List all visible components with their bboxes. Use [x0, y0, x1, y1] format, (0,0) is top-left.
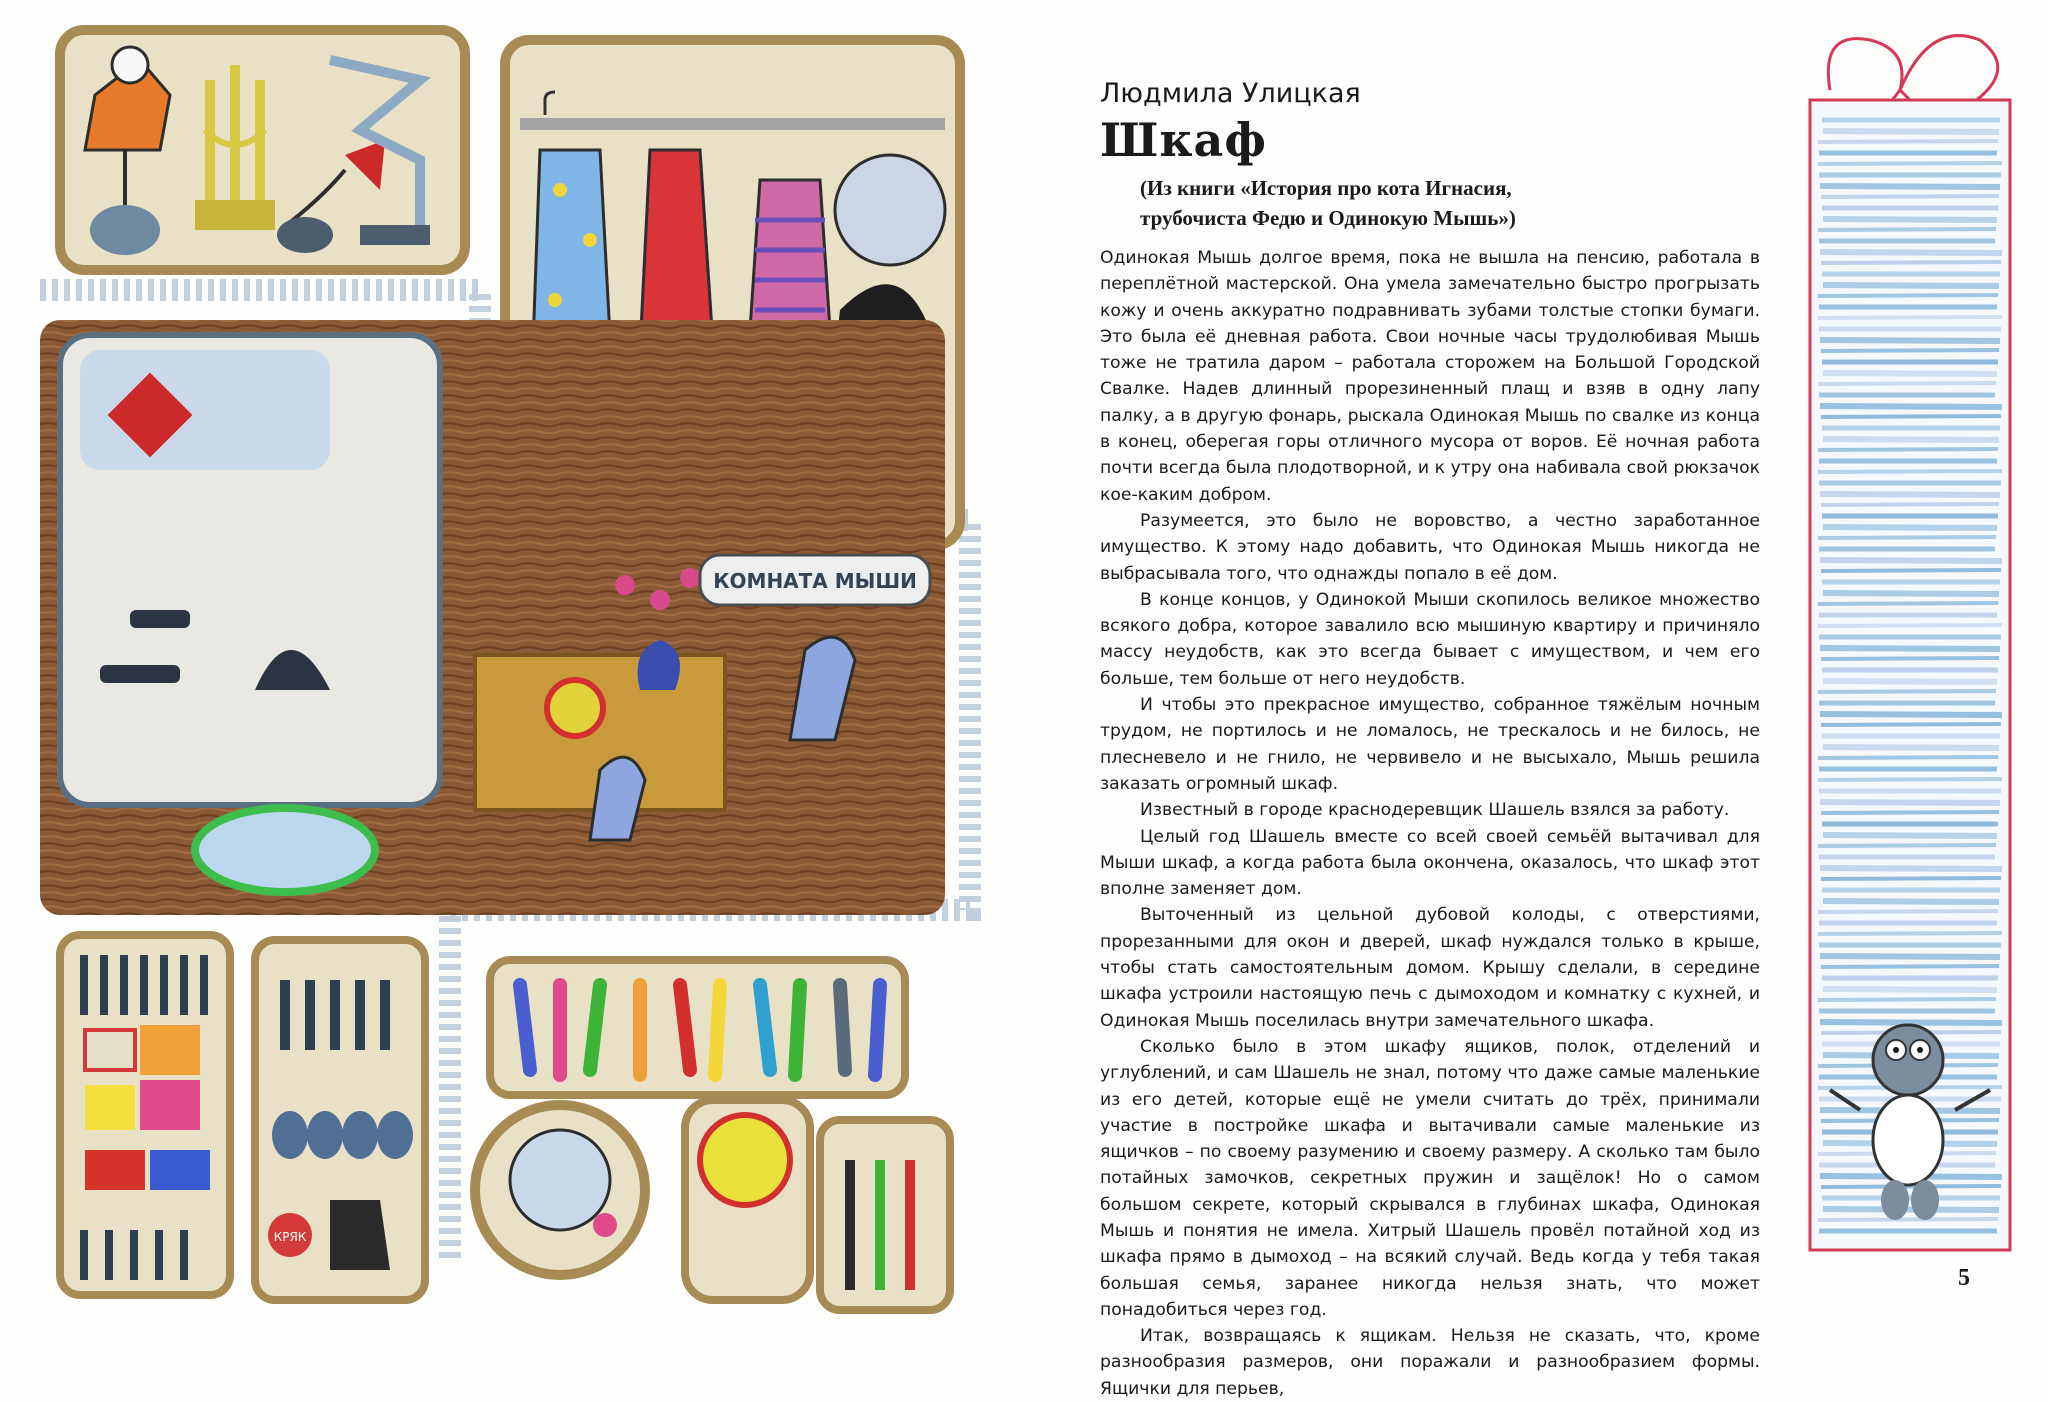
- ribbon-stripe: [1818, 603, 1998, 604]
- ribbon-stripe: [1818, 625, 2002, 626]
- ribbon-stripe: [1820, 406, 2002, 407]
- markers-panel: [490, 960, 905, 1095]
- ribbon-stripe: [1820, 560, 2002, 561]
- ribbon-stripe: [1818, 163, 2002, 164]
- umbrellas-panel: [820, 1120, 950, 1310]
- story-title: Шкаф: [1100, 113, 1267, 167]
- ribbon-stripe: [1821, 262, 2001, 263]
- subtitle-line-2: трубочиста Федю и Одинокую Мышь»): [1140, 206, 1516, 230]
- ribbon-stripe: [1821, 658, 1999, 659]
- ribbon-stripe: [1820, 494, 2000, 495]
- ribbon-stripe: [1823, 593, 1999, 594]
- ribbon-stripe: [1823, 989, 1997, 990]
- ribbon-stripe: [1818, 229, 1996, 230]
- paragraph: Одинокая Мышь долгое время, пока не вышла на пенсию, работала в переплётной мастерской. Она умела замечательно быстро прогрызать кожу и очень аккуратно подравнивать зубами толстые стопки бумаги. Это была её дневная работа. Свои ночные часы трудолюбивая Мышь тоже не тратила даром – работала сторожем на Большой Городской Свалке. Надев длинный прорезиненный плащ и взяв в одну лапу палку, а в другую фонарь, рыскала Одинокая Мышь по свалке из конца в конец, оберегая горы отличного мусора от воров. Её ночная работа почти всегда была плодотворной, и к утру она набивала свой рюкзачок кое-каким добром.: [1100, 248, 1760, 505]
- ribbon-stripe: [1823, 131, 1999, 132]
- ribbon-stripe: [1821, 196, 1999, 197]
- paragraph: И чтобы это прекрасное имущество, собранное тяжёлым ночным трудом, не портилось и не ломалось, не трескалось и не билось, не плесневело и не гнило, не червивело и не высыхало, Мышь решила заказать огромный шкаф.: [1100, 695, 1760, 794]
- paragraph: Сколько было в этом шкафу ящиков, полок, отделений и углублений, и сам Шашель не знал, потому что даже самые маленькие из его детей, которые ещё не умели считать до трёх, принимали участие в постройке шкафа и вытачивали самые маленькие из ящичков – по своему разумению и своему размеру. А сколько там было потайных замочков, секретных пружин и защёлок! Но о самом большом секрете, который скрывался в глубинах шкафа, Одинокая Мышь и понятия не имела. Хитрый Шашель провёл потайной ход из шкафа прямо в дымоход – на всякий случай. Ведь когда у тебя такая большая семья, заранее никогда нельзя знать, что может понадобиться через год.: [1100, 1036, 1760, 1320]
- ribbon-stripe: [1818, 317, 2002, 318]
- mouse-room: [40, 320, 945, 915]
- wardrobe-map-illustration: [0, 0, 1010, 1350]
- ribbon-stripe: [1823, 681, 1997, 682]
- paragraph: Целый год Шашель вместе со всей своей семьёй вытачивал для Мыши шкаф, а когда работа была окончена, оказалось, что шкаф этот вполне заменяет дом.: [1100, 826, 1760, 900]
- ribbon-stripe: [1823, 219, 1997, 220]
- ribbon-stripe: [1818, 779, 2002, 780]
- ribbon-stripe: [1820, 802, 2000, 803]
- ribbon-stripe: [1823, 747, 1999, 748]
- ribbon-stripe: [1818, 933, 2002, 934]
- ribbon-stripe: [1818, 691, 1996, 692]
- ribbon-stripe: [1818, 911, 1998, 912]
- story-subtitle: [1140, 173, 1760, 233]
- ribbon-stripe: [1820, 956, 2000, 957]
- ribbon-stripe: [1820, 252, 2002, 253]
- ribbon-stripe: [1823, 527, 1997, 528]
- ribbon-stripe: [1821, 878, 2001, 879]
- ribbon-stripe: [1823, 285, 1999, 286]
- ribbon-stripe: [1818, 999, 1996, 1000]
- ribbon-stripe: [1823, 1209, 1999, 1210]
- ribbon-stripe: [1818, 537, 1996, 538]
- ribbon-stripe: [1820, 1022, 2002, 1023]
- shoes-panel: [255, 940, 425, 1300]
- ribbon-stripe: [1821, 416, 2001, 417]
- ribbon-stripe: [1821, 570, 2001, 571]
- ribbon-stripe: [1818, 383, 1996, 384]
- lamps-panel: [60, 30, 465, 270]
- paragraph: Выточенный из цельной дубовой колоды, с отверстиями, прорезанными для окон и дверей, шкаф нуждался только в крыше, чтобы стать самостоятельным домом. Крышу сделали, в середине шкафа устроили настоящую печь с дымоходом и комнатку с кухней, и Одинокая Мышь поселилась внутри замечательного шкафа.: [1100, 905, 1760, 1031]
- author-name: Людмила Улицкая: [1100, 78, 1361, 109]
- ribbon-stripe: [1821, 504, 1999, 505]
- ribbon-stripe: [1821, 812, 1999, 813]
- ribbon-mouse-illustration: [1790, 10, 2040, 1310]
- ribbon-stripe: [1818, 471, 2002, 472]
- ribbon-stripe: [1818, 757, 1998, 758]
- ribbon-stripe: [1823, 439, 1999, 440]
- tag-label: КРЯК: [273, 1230, 307, 1244]
- cutlery-panel: [60, 935, 230, 1295]
- ribbon-stripe: [1821, 350, 1999, 351]
- page-number: 5: [1958, 1265, 1970, 1291]
- subtitle-line-1: (Из книги «История про кота Игнасия,: [1140, 176, 1512, 200]
- ribbon-stripe: [1821, 724, 2001, 725]
- ribbon-stripe: [1823, 373, 1997, 374]
- paragraph: Известный в городе краснодеревщик Шашель взялся за работу.: [1140, 800, 1730, 821]
- ribbon-stripe: [1821, 966, 1999, 967]
- room-sign-text: КОМНАТА МЫШИ: [713, 569, 917, 593]
- ribbon-stripe: [1823, 835, 1997, 836]
- ribbon-stripe: [1820, 714, 2002, 715]
- paragraph: В конце концов, у Одинокой Мыши скопилось великое множество всякого добра, которое завалило всю мышиную квартиру и причиняло массу неудобств, как это всегда бывает с имуществом, и чем его больше, тем больше от него неудобств.: [1100, 589, 1760, 689]
- ribbon-stripe: [1820, 868, 2002, 869]
- ribbon-stripe: [1818, 141, 1998, 142]
- ribbon-stripe: [1823, 901, 1999, 902]
- ribbon-stripe: [1818, 845, 1996, 846]
- paragraph: Итак, возвращаясь к ящикам. Нельзя не сказать, что, кроме разнообразия размеров, они поражали и разнообразием формы. Ящички для перьев,: [1100, 1326, 1760, 1399]
- hatbox-round: [475, 1105, 645, 1275]
- ribbon-stripe: [1818, 1219, 1998, 1220]
- ribbon-stripe: [1820, 186, 2000, 187]
- story-text-column: [1100, 78, 1760, 1402]
- hatbox-yellow: [685, 1100, 810, 1300]
- ribbon-stripe: [1818, 295, 1998, 296]
- paragraph: Разумеется, это было не воровство, а честно заработанное имущество. К этому надо добавить, что Одинокая Мышь никогда не выбрасывала того, что однажды попало в её дом.: [1100, 510, 1760, 584]
- ribbon-stripe: [1820, 648, 2000, 649]
- ribbon-stripe: [1820, 340, 2000, 341]
- ribbon-stripe: [1818, 449, 1998, 450]
